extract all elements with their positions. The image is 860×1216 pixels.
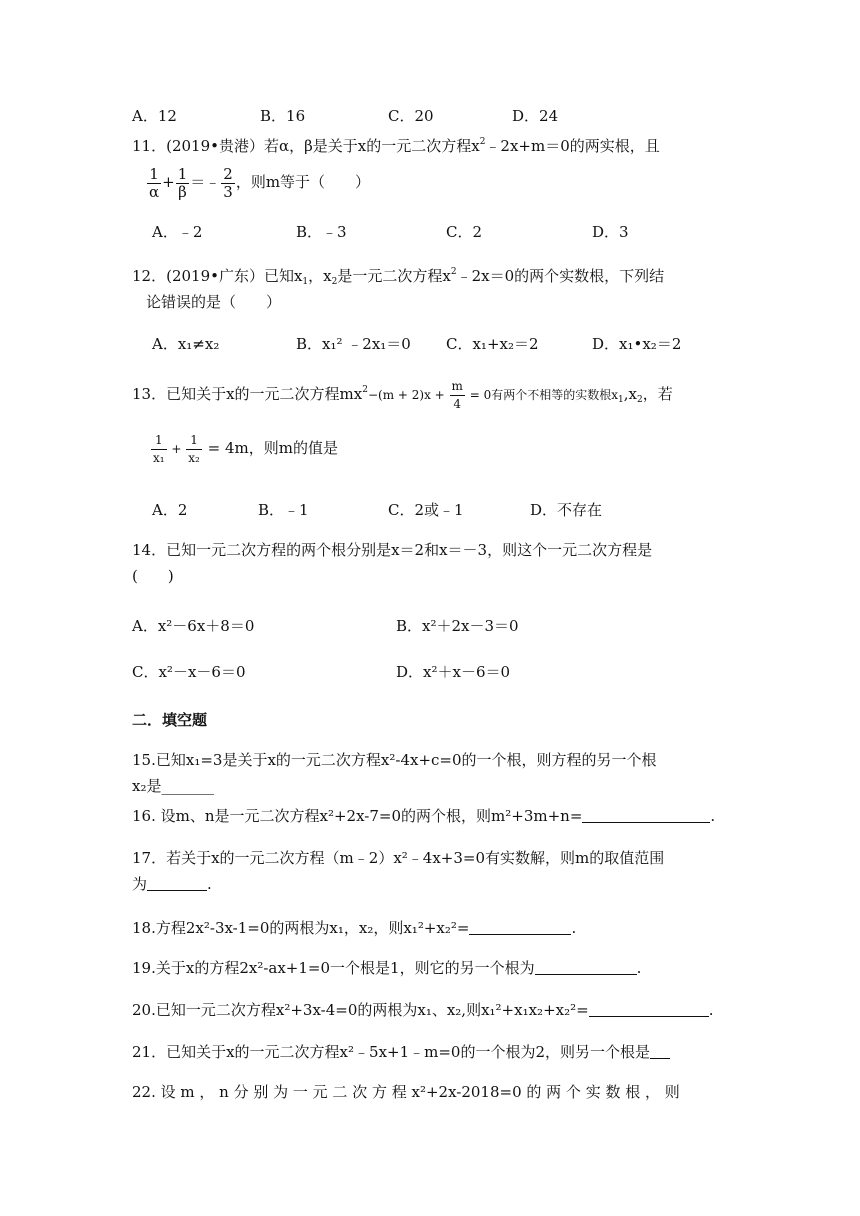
section-heading-fill-in: 二．填空题	[132, 711, 208, 729]
fraction-1-alpha: $\frac{1}{\alpha}$	[149, 164, 160, 201]
q15-line2: x₂是_______	[132, 777, 214, 795]
q13-option-a: A．2	[152, 501, 188, 519]
q14-option-a: A．x²－6x＋8＝0	[132, 617, 255, 635]
q11-option-a: A．﹣2	[152, 223, 203, 241]
q13-option-d: D．不存在	[530, 501, 603, 519]
q10-option-a: A．12	[132, 107, 177, 125]
q12-option-a: A．x₁≠x₂	[152, 335, 220, 353]
q12-option-b: B．x₁² ﹣2x₁＝0	[296, 335, 411, 353]
q22-line: 22. 设 m ， n 分 别 为 一 元 二 次 方 程 x²+2x-2018=0 的 两 个 实 数 根 ， 则	[132, 1083, 680, 1101]
q10-option-d: D．24	[512, 107, 559, 125]
q14-line1: 14．已知一元二次方程的两个根分别是x＝2和x＝－3，则这个一元二次方程是	[132, 541, 653, 559]
q18-line: 18.方程2x²-3x-1=0的两根为x₁，x₂，则x₁²+x₂²= .	[132, 919, 577, 937]
answer-blank[interactable]	[147, 876, 207, 891]
answer-blank[interactable]	[469, 920, 571, 935]
q19-line: 19.关于x的方程2x²-ax+1=0一个根是1，则它的另一个根为 .	[132, 959, 642, 977]
q11-line2: $\frac{1}{\alpha}$ + $\frac{1}{\beta}$ ＝﹣ $\frac{2}{3}$ ，则m等于（ ）	[149, 164, 371, 201]
q14-line2: ( )	[132, 567, 174, 585]
q12-line1: 12．(2019•广东）已知$x_1$，$x_2$是一元二次方程$x^2﹣2x=0$的两个实数根，下列结	[132, 267, 665, 287]
answer-blank[interactable]	[582, 808, 710, 823]
q12-line2: 论错误的是（ ）	[146, 293, 282, 311]
q10-option-c: C．20	[388, 107, 434, 125]
q11-option-c: C．2	[446, 223, 483, 241]
answer-blank[interactable]	[535, 960, 637, 975]
q11-option-b: B．﹣3	[296, 223, 347, 241]
q16-line: 16. 设m、n是一元二次方程x²+2x-7=0的两个根，则m²+3m+n= .	[132, 807, 716, 825]
answer-blank[interactable]	[589, 1002, 709, 1017]
q13-line2: $\frac{1}{\text{x₁}}$ + $\frac{1}{\text{x₂}}$ = 4m，则m的值是	[153, 432, 338, 465]
q12-option-c: C．x₁+x₂＝2	[446, 335, 539, 353]
q13-line1: 13．已知关于x的一元二次方程$mx^2-(m + 2)x$ + $\frac{m}{4}$ = 0有两个不相等的实数根$x_1,x_2$，若	[132, 378, 673, 411]
q14-option-b: B．x²＋2x－3＝0	[396, 617, 519, 635]
q14-option-d: D．x²＋x－6＝0	[396, 663, 511, 681]
answer-blank[interactable]	[650, 1044, 670, 1059]
q10-option-b: B．16	[260, 107, 306, 125]
q20-line: 20.已知一元二次方程x²+3x-4=0的两根为x₁、x₂,则x₁²+x₁x₂+x₂²= .	[132, 1001, 714, 1019]
q11-line1: 11．(2019•贵港）若α，β是关于x的一元二次方程$x^2﹣2x+m=0$的两实根，且	[132, 137, 660, 155]
q21-line: 21．已知关于x的一元二次方程x²﹣5x+1﹣m=0的一个根为2，则另一个根是	[132, 1042, 670, 1062]
q14-option-c: C．x²－x－6＝0	[132, 663, 246, 681]
q11-option-d: D．3	[592, 223, 629, 241]
q12-option-d: D．x₁•x₂＝2	[592, 335, 682, 353]
q17-line2: 为 .	[132, 875, 212, 893]
fraction-2-3: $\frac{2}{3}$	[223, 164, 233, 201]
fraction-1-x2: $\frac{1}{\text{x₂}}$	[188, 432, 200, 465]
fraction-m-4: $\frac{m}{4}$	[451, 378, 463, 411]
q13-option-b: B．﹣1	[258, 501, 309, 519]
q15-line1: 15.已知x₁=3是关于x的一元二次方程x²-4x+c=0的一个根，则方程的另一个根	[132, 751, 657, 769]
q13-option-c: C．2或﹣1	[388, 501, 464, 519]
fraction-1-x1: $\frac{1}{\text{x₁}}$	[153, 432, 165, 465]
q17-line1: 17．若关于x的一元二次方程（m﹣2）x²﹣4x+3=0有实数解，则m的取值范围	[132, 849, 665, 867]
fraction-1-beta: $\frac{1}{\beta}$	[177, 164, 188, 201]
